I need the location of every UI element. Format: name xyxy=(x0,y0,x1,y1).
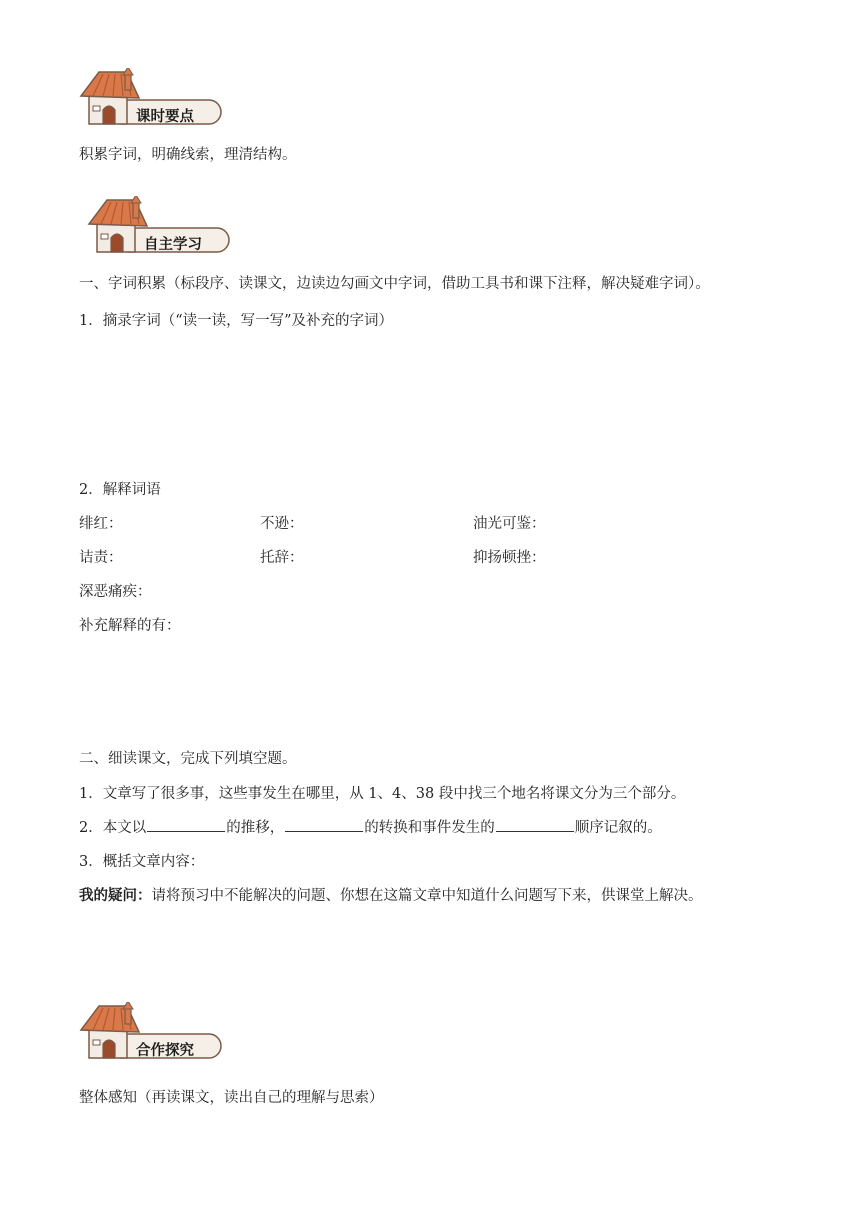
word-feihong: 绯红： xyxy=(79,516,123,532)
part1-item2: 2．解释词语 xyxy=(79,482,161,498)
section-badge-self-study xyxy=(87,196,237,256)
section-title: 自主学习 xyxy=(144,237,202,253)
item2-text-c: 的转换和事件发生的 xyxy=(364,820,495,836)
question-label: 我的疑问： xyxy=(79,887,152,904)
question-text: 请将预习中不能解决的问题、你想在这篇文章中知道什么问题写下来，供课堂上解决。 xyxy=(151,888,703,904)
word-jieze: 诘责： xyxy=(79,550,123,566)
key-points-text: 积累字词，明确线索，理清结构。 xyxy=(79,147,297,163)
word-yiyangdunchuo: 抑扬顿挫： xyxy=(473,550,546,566)
part2-item2 xyxy=(79,816,662,837)
supplement-label: 补充解释的有： xyxy=(79,618,181,634)
section-badge-cooperation xyxy=(79,1002,229,1062)
part1-heading: 一、字词积累（标段序、读课文，边读边勾画文中字词，借助工具书和课下注释，解决疑难字词）。 xyxy=(79,276,710,292)
word-tuoci: 托辞： xyxy=(260,550,304,566)
my-question xyxy=(79,884,703,905)
word-youguangkejian: 油光可鉴： xyxy=(473,516,546,532)
section-title: 合作探究 xyxy=(136,1043,194,1059)
section-title: 课时要点 xyxy=(136,109,194,125)
blank-field[interactable] xyxy=(496,817,574,832)
blank-field[interactable] xyxy=(147,817,225,832)
item2-text-a: 2．本文以 xyxy=(79,820,147,836)
part3-heading: 整体感知（再读课文，读出自己的理解与思索） xyxy=(79,1090,384,1106)
section-badge-key-points xyxy=(79,68,229,128)
part2-item1: 1．文章写了很多事，这些事发生在哪里，从 1、4、38 段中找三个地名将课文分为三个部分。 xyxy=(79,786,686,802)
word-shenwutongji: 深恶痛疾： xyxy=(79,584,152,600)
item2-text-b: 的推移， xyxy=(226,820,285,836)
part1-item1: 1．摘录字词（“读一读，写一写”及补充的字词） xyxy=(79,313,394,329)
blank-field[interactable] xyxy=(285,817,363,832)
part2-heading: 二、细读课文，完成下列填空题。 xyxy=(79,751,297,767)
part2-item3: 3．概括文章内容： xyxy=(79,854,205,870)
item2-text-d: 顺序记叙的。 xyxy=(574,820,662,836)
word-buxun: 不逊： xyxy=(260,516,304,532)
